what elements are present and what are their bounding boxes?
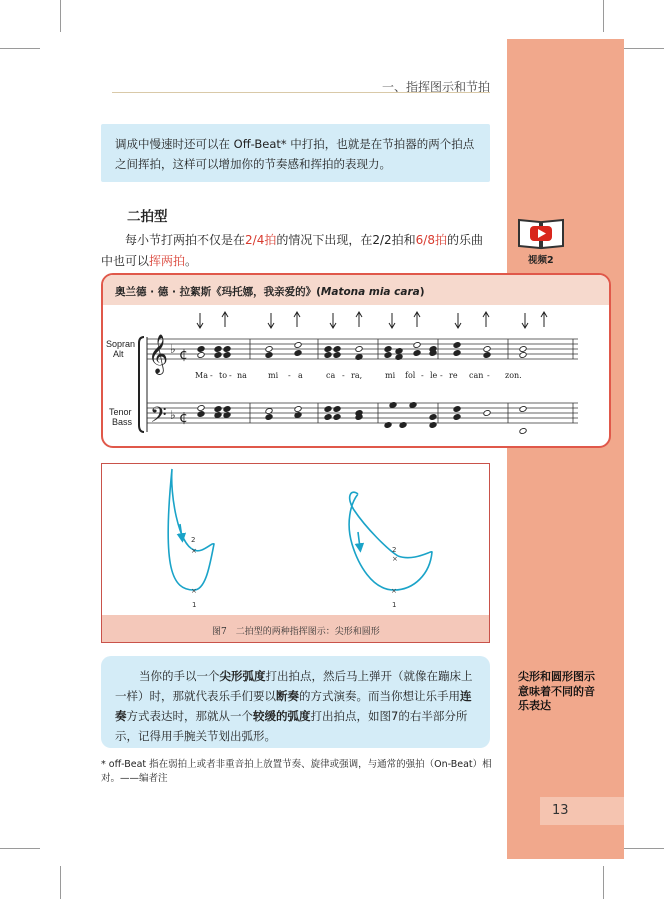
flat-upper: ♭ — [170, 342, 176, 356]
note-head — [223, 346, 231, 353]
body-text: 当你的手以一个 — [139, 669, 220, 683]
footnote: * off-Beat 指在弱拍上或者非重音拍上放置节奏、旋律或强调，与通常的强拍（On-Beat）相对。——编者注 — [101, 759, 492, 784]
crop-mark — [603, 0, 604, 32]
lyric-syllable: - — [440, 371, 443, 380]
lyric-syllable: le — [430, 371, 438, 380]
lyric-syllable: a — [298, 371, 303, 380]
sidebar-band — [507, 39, 624, 859]
note-head — [223, 406, 231, 413]
note-head — [483, 352, 491, 359]
left-point-1-label: 1 — [192, 601, 197, 609]
figure-7 — [101, 463, 490, 643]
lyric-syllable: zon. — [505, 371, 522, 380]
lyric-syllable: Ma — [195, 371, 208, 380]
note-head — [519, 346, 527, 353]
note-head — [333, 414, 341, 421]
crop-mark — [624, 848, 664, 849]
note-head — [324, 346, 332, 353]
note-head — [429, 422, 437, 429]
body-text: 打出拍点，然后马上弹开（就像在蹦床上一样）时，那就代表乐手们要以 — [115, 669, 473, 703]
note-head — [519, 428, 527, 435]
note-head — [389, 402, 397, 409]
score-box — [101, 273, 611, 448]
body-bold: 断奏 — [276, 689, 299, 703]
note-head — [294, 412, 302, 419]
lyric-syllable: - — [229, 371, 232, 380]
para-text: 。 — [185, 254, 198, 268]
note-head — [265, 352, 273, 359]
pointed-pattern-curve — [168, 469, 214, 590]
crop-mark — [60, 0, 61, 32]
body-text: 打出拍点，如图7的右半部分所示，记得用手腕关节划出弧形。 — [115, 709, 468, 743]
note-head — [384, 346, 392, 353]
lyric-syllable: - — [421, 371, 424, 380]
tip-box: 调成中慢速时还可以在 Off-Beat* 中打拍，也就是在节拍器的两个拍点之间挥拍，这样可以增加你的节奏感和挥拍的表现力。 — [101, 124, 490, 182]
note-head — [294, 350, 302, 357]
note-head — [429, 414, 437, 421]
note-head — [384, 422, 392, 429]
note-head — [399, 422, 407, 429]
para-text: 的情况下出现，在2/2拍和 — [276, 233, 416, 247]
crop-mark — [0, 48, 40, 49]
score-title — [115, 284, 425, 299]
note-head — [197, 352, 205, 359]
note-head — [453, 406, 461, 413]
note-head — [453, 342, 461, 349]
side-note: 尖形和圆形图示意味着不同的音乐表达 — [518, 670, 595, 712]
note-head — [355, 346, 363, 353]
crop-mark — [603, 866, 604, 899]
lyric-syllable: fol — [405, 371, 416, 380]
score-title-prefix: 奥兰德 · 德 · 拉絮斯《玛托娜，我亲爱的》( — [115, 286, 321, 298]
note-head — [294, 342, 302, 349]
note-head — [214, 346, 222, 353]
lyric-syllable: - — [210, 371, 213, 380]
lyric-syllable: na — [237, 371, 247, 380]
section-title: 二拍型 — [127, 209, 168, 225]
figure-caption: 图7 二拍型的两种指挥图示：尖形和圆形 — [212, 627, 380, 637]
lyric-syllable: - — [288, 371, 291, 380]
lyric-syllable: ra, — [351, 371, 363, 380]
note-head — [294, 406, 302, 413]
system-brace — [139, 337, 144, 432]
note-head — [453, 350, 461, 357]
crop-mark — [0, 848, 40, 849]
running-header — [112, 78, 490, 94]
body-bold: 较缓的弧度 — [253, 709, 311, 723]
body-text: 方式表达时，那就从一个 — [126, 709, 253, 723]
time-sig-lower: ¢ — [179, 410, 188, 426]
figure-caption-bar — [102, 615, 489, 642]
para-highlight: 2/4拍 — [245, 233, 277, 247]
note-head — [223, 412, 231, 419]
pointed-pattern-arrow — [180, 524, 182, 538]
lyric-syllable: - — [487, 371, 490, 380]
conducting-diagram — [102, 464, 488, 614]
flat-lower: ♭ — [170, 408, 176, 422]
bass-clef: 𝄢 — [150, 403, 167, 433]
note-head — [453, 414, 461, 421]
right-point-1-label: 1 — [392, 601, 397, 609]
body-bold: 尖形弧度 — [219, 669, 266, 683]
staff-label-bass: Bass — [112, 417, 133, 427]
right-point-2-mark: × — [392, 555, 398, 563]
note-head — [333, 352, 341, 359]
para-highlight: 挥两拍 — [149, 254, 186, 268]
treble-clef: 𝄞 — [148, 334, 169, 374]
video-book-icon — [516, 216, 566, 250]
video-label: 视频2 — [528, 255, 554, 266]
note-head — [265, 408, 273, 415]
left-point-2-mark: × — [191, 547, 197, 555]
note-head — [395, 354, 403, 361]
note-head — [214, 406, 222, 413]
note-head — [333, 406, 341, 413]
note-head — [265, 346, 273, 353]
body-paragraph-box — [101, 656, 490, 748]
staff-label-tenor: Tenor — [109, 407, 132, 417]
lyric-syllable: mi — [385, 371, 396, 380]
note-head — [519, 406, 527, 413]
note-head — [483, 410, 491, 417]
note-head — [384, 352, 392, 359]
score-title-suffix: ) — [419, 286, 425, 298]
crop-mark — [60, 866, 61, 899]
lyric-syllable: - — [342, 371, 345, 380]
para-text: 每小节打两拍不仅是在 — [125, 233, 246, 247]
lyric-syllable: mi — [268, 371, 279, 380]
page-number: 13 — [552, 803, 569, 818]
lyrics — [195, 371, 522, 380]
lyric-syllable: ca — [326, 371, 336, 380]
note-head — [324, 352, 332, 359]
body-text: 的方式演奏。而当你想让乐手用 — [299, 689, 460, 703]
right-point-1-mark: × — [391, 587, 397, 595]
note-head — [197, 411, 205, 418]
note-head — [214, 412, 222, 419]
note-head — [214, 352, 222, 359]
section-paragraph — [101, 230, 493, 272]
beat-arrows — [197, 312, 547, 328]
note-head — [519, 352, 527, 359]
score-title-italic: Matona mia cara — [320, 286, 420, 298]
note-head — [324, 414, 332, 421]
notes — [197, 342, 527, 435]
body-bold: 连奏 — [115, 689, 472, 723]
note-head — [197, 346, 205, 353]
para-text: 的乐曲中也可以 — [101, 233, 484, 268]
note-head — [333, 346, 341, 353]
note-head — [409, 402, 417, 409]
crop-mark — [624, 48, 664, 49]
staff-label-alt: Alt — [113, 349, 124, 359]
note-head — [324, 406, 332, 413]
note-head — [413, 350, 421, 357]
note-head — [483, 346, 491, 353]
note-head — [355, 354, 363, 361]
right-point-2-label: 2 — [392, 546, 397, 554]
left-point-1-mark: × — [191, 587, 197, 595]
lyric-syllable: can — [469, 371, 484, 380]
video-link[interactable] — [516, 216, 566, 264]
rounded-pattern-curve — [349, 492, 432, 590]
chapter-title: 一、指挥图示和节拍 — [381, 80, 490, 94]
note-head — [395, 348, 403, 355]
para-highlight: 6/8拍 — [415, 233, 447, 247]
note-head — [413, 342, 421, 349]
note-head — [265, 414, 273, 421]
note-head — [197, 405, 205, 412]
header-rule — [112, 92, 490, 93]
staff-label-sopran: Sopran — [106, 339, 136, 349]
left-point-2-label: 2 — [191, 536, 196, 544]
music-score — [103, 305, 611, 448]
time-sig-upper: ¢ — [179, 347, 188, 363]
lyric-syllable: to — [219, 371, 228, 380]
note-head — [223, 352, 231, 359]
rounded-pattern-arrow — [358, 532, 360, 548]
lyric-syllable: re — [449, 371, 458, 380]
